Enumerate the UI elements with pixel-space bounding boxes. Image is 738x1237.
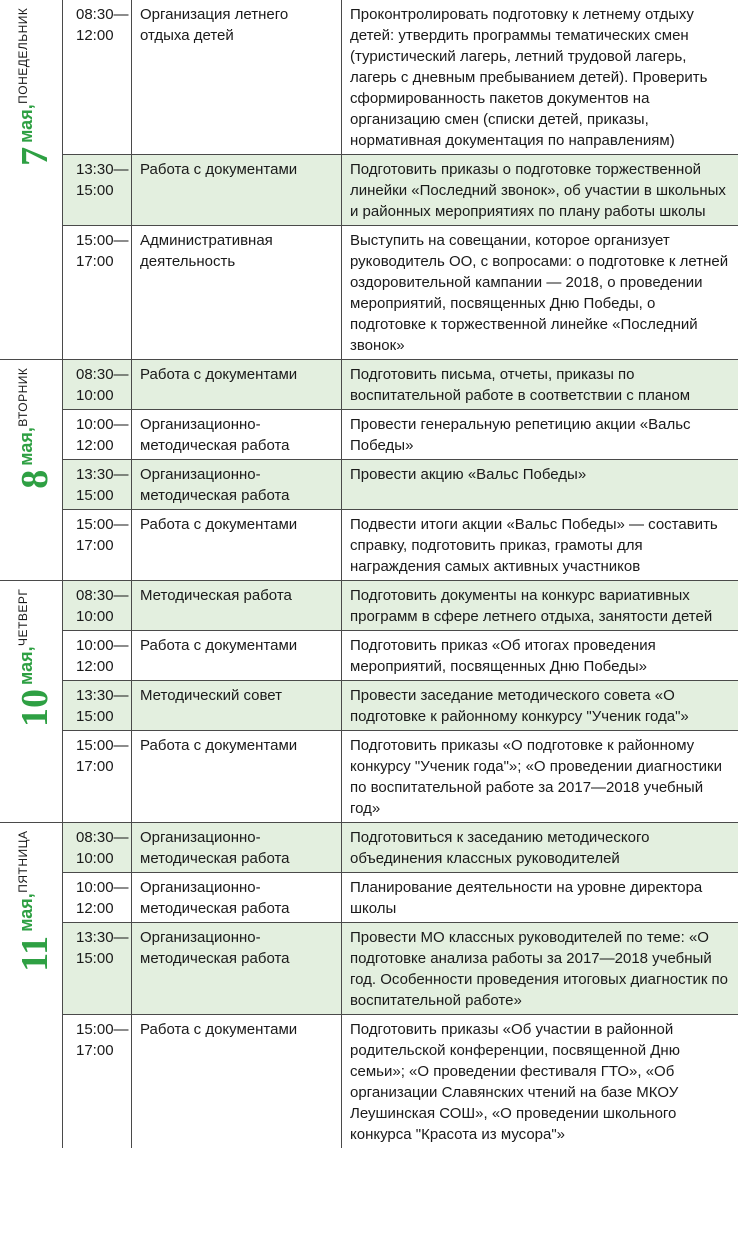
task-cell: Выступить на совещании, которое организует руководитель ОО, с вопросами: о подготовке к летней оздоровительной кампании — 2018, о проведении мероприятий, посвященных Дню Победы, о подготовке к торжественной линейке «Последний звонок» (341, 226, 738, 359)
table-row (63, 1014, 738, 1148)
time-line: 12:00 (76, 437, 114, 454)
task-cell: Подвести итоги акции «Вальс Победы» — составить справку, подготовить приказ, грамоты для награждения самых активных участников (341, 510, 738, 580)
table-row (63, 154, 738, 225)
table-row (63, 581, 738, 630)
day-month: мая, (16, 104, 36, 143)
task-cell: Подготовиться к заседанию методического объединения классных руководителей (341, 823, 738, 872)
time-line: 15:00 (76, 487, 114, 504)
time-line: 10:00— (76, 416, 129, 433)
time-line: 17:00 (76, 537, 114, 554)
day-weekday: ЧЕТВЕРГ (16, 589, 30, 647)
activity-cell: Работа с документами (131, 1015, 341, 1148)
day-label-group (16, 368, 54, 489)
time-cell (63, 873, 131, 922)
task-cell: Подготовить приказы «О подготовке к районному конкурсу "Ученик года"»; «О проведении диагностики по воспитательной работе за 2017—2018 учебный год» (341, 731, 738, 822)
activity-cell: Организационно-методическая работа (131, 410, 341, 459)
time-line: 15:00 (76, 950, 114, 967)
table-row (63, 0, 738, 154)
day-label (0, 823, 62, 1148)
activity-cell: Работа с документами (131, 360, 341, 409)
table-row (63, 630, 738, 680)
task-cell: Подготовить письма, отчеты, приказы по воспитательной работе в соответствии с планом (341, 360, 738, 409)
time-line: 15:00 (76, 182, 114, 199)
day-label-group (16, 831, 54, 972)
table-row (63, 823, 738, 872)
time-line: 13:30— (76, 687, 129, 704)
day-label (0, 0, 62, 359)
time-line: 08:30— (76, 366, 129, 383)
task-cell: Подготовить приказ «Об итогах проведения мероприятий, посвященных Дню Победы» (341, 631, 738, 680)
day-section (0, 0, 738, 359)
table-row (63, 225, 738, 359)
day-label-group (16, 8, 54, 166)
task-cell: Провести генеральную репетицию акции «Вальс Победы» (341, 410, 738, 459)
time-line: 08:30— (76, 6, 129, 23)
time-line: 15:00— (76, 737, 129, 754)
activity-cell: Работа с документами (131, 731, 341, 822)
time-cell (63, 510, 131, 580)
time-cell (63, 923, 131, 1014)
time-line: 15:00 (76, 708, 114, 725)
activity-cell: Организация летнего отдыха детей (131, 0, 341, 154)
day-month: мая, (16, 646, 36, 685)
day-section (0, 822, 738, 1148)
time-cell (63, 360, 131, 409)
activity-cell: Административная деятельность (131, 226, 341, 359)
day-month: мая, (16, 893, 36, 932)
table-row (63, 409, 738, 459)
task-cell: Подготовить документы на конкурс вариативных программ в сфере летнего отдыха, занятости детей (341, 581, 738, 630)
day-weekday: ВТОРНИК (16, 368, 30, 428)
time-line: 15:00— (76, 516, 129, 533)
time-line: 13:30— (76, 929, 129, 946)
task-cell: Подготовить приказы о подготовке торжественной линейки «Последний звонок», об участии в школьных и районных мероприятиях по плану работы школы (341, 155, 738, 225)
activity-cell: Организационно-методическая работа (131, 823, 341, 872)
table-row (63, 680, 738, 730)
activity-cell: Методическая работа (131, 581, 341, 630)
time-cell (63, 581, 131, 630)
table-row (63, 360, 738, 409)
activity-cell: Работа с документами (131, 510, 341, 580)
time-line: 12:00 (76, 900, 114, 917)
time-cell (63, 731, 131, 822)
time-line: 10:00 (76, 850, 114, 867)
day-month: мая, (16, 427, 36, 466)
task-cell: Подготовить приказы «Об участии в районной родительской конференции, посвященной Дню семьи»; «О проведении фестиваля ГТО», «Об организации Славянских чтений на базе МКОУ Леушинская СОШ», «О проведении школьного конкурса "Красота из мусора"» (341, 1015, 738, 1148)
table-row (63, 459, 738, 509)
task-cell: Провести заседание методического совета «О подготовке к районному конкурсу "Ученик года"» (341, 681, 738, 730)
day-number: 8 (14, 469, 56, 489)
time-line: 15:00— (76, 1021, 129, 1038)
time-cell (63, 631, 131, 680)
task-cell: Провести акцию «Вальс Победы» (341, 460, 738, 509)
time-line: 10:00 (76, 387, 114, 404)
time-cell (63, 681, 131, 730)
time-line: 17:00 (76, 1042, 114, 1059)
activity-cell: Методический совет (131, 681, 341, 730)
task-cell: Планирование деятельности на уровне директора школы (341, 873, 738, 922)
time-line: 17:00 (76, 758, 114, 775)
day-weekday: ПЯТНИЦА (16, 831, 30, 894)
table-row (63, 730, 738, 822)
time-cell (63, 155, 131, 225)
day-weekday: ПОНЕДЕЛЬНИК (16, 8, 30, 105)
day-number: 10 (14, 688, 56, 727)
time-line: 15:00— (76, 232, 129, 249)
time-cell (63, 410, 131, 459)
time-cell (63, 226, 131, 359)
activity-cell: Организационно-методическая работа (131, 923, 341, 1014)
day-section (0, 359, 738, 580)
time-line: 10:00— (76, 637, 129, 654)
task-cell: Проконтролировать подготовку к летнему отдыху детей: утвердить программы тематических смен (туристический лагерь, летний трудовой лагерь, лагерь с дневным пребыванием детей). Проверить сформированность пакетов документов на организацию смен (списки детей, приказы, нормативная документация по направлениям) (341, 0, 738, 154)
table-row (63, 509, 738, 580)
day-label-group (16, 589, 54, 727)
day-entries (62, 823, 738, 1148)
time-line: 13:30— (76, 466, 129, 483)
time-cell (63, 460, 131, 509)
day-number: 7 (14, 146, 56, 166)
task-cell: Провести МО классных руководителей по теме: «О подготовке анализа работы за 2017—2018 учебный год. Особенности проведения итоговых диагностик по воспитательной работе» (341, 923, 738, 1014)
day-entries (62, 360, 738, 580)
time-cell (63, 1015, 131, 1148)
activity-cell: Работа с документами (131, 155, 341, 225)
time-line: 08:30— (76, 829, 129, 846)
activity-cell: Организационно-методическая работа (131, 873, 341, 922)
day-section (0, 580, 738, 822)
day-number: 11 (14, 935, 56, 972)
time-cell (63, 0, 131, 154)
time-line: 10:00 (76, 608, 114, 625)
time-cell (63, 823, 131, 872)
time-line: 13:30— (76, 161, 129, 178)
day-entries (62, 0, 738, 359)
time-line: 17:00 (76, 253, 114, 270)
time-line: 12:00 (76, 658, 114, 675)
day-label (0, 581, 62, 822)
time-line: 12:00 (76, 27, 114, 44)
table-row (63, 872, 738, 922)
table-row (63, 922, 738, 1014)
day-entries (62, 581, 738, 822)
time-line: 10:00— (76, 879, 129, 896)
activity-cell: Организационно-методическая работа (131, 460, 341, 509)
day-label (0, 360, 62, 580)
time-line: 08:30— (76, 587, 129, 604)
activity-cell: Работа с документами (131, 631, 341, 680)
